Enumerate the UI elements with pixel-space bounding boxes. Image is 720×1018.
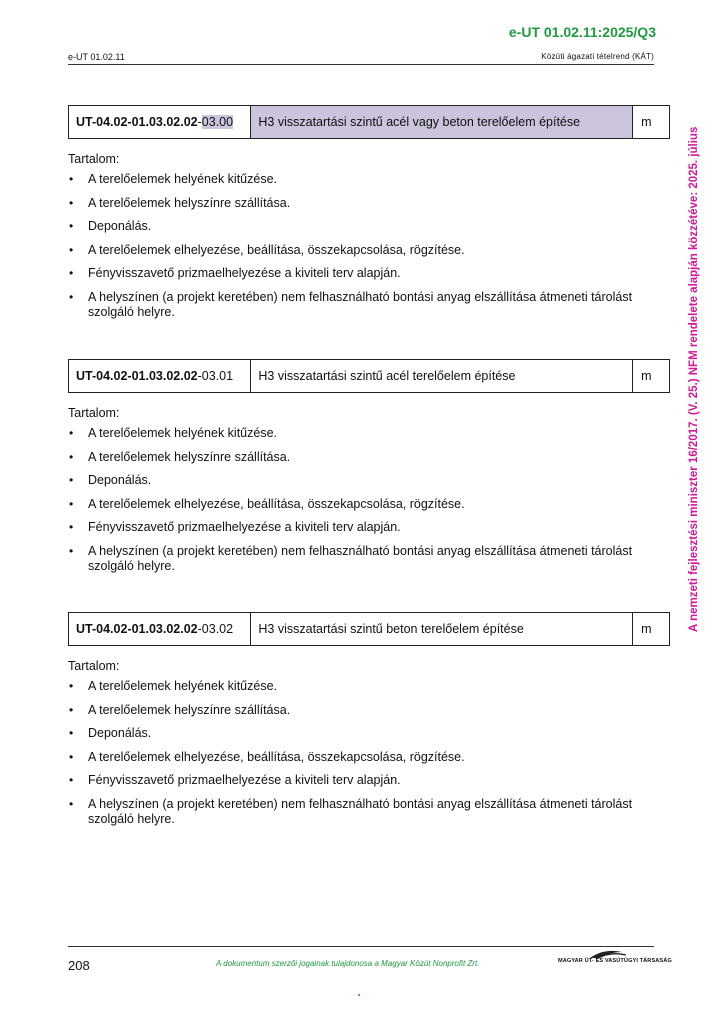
- item-code-suffix: 03.00: [201, 115, 234, 129]
- list-item-text: Fényvisszavető prizmaelhelyezése a kiviteli terv alapján.: [88, 266, 401, 280]
- bullet-icon: •: [69, 796, 74, 811]
- bullet-icon: •: [69, 773, 74, 787]
- list-item: [68, 290, 644, 320]
- item-code[interactable]: [69, 613, 251, 645]
- bullet-icon: •: [69, 726, 74, 740]
- list-item-text: A terelőelemek helyének kitűzése.: [88, 679, 277, 693]
- item-code-separator: -: [197, 622, 202, 636]
- list-item-text: A terelőelemek helyszínre szállítása.: [88, 449, 291, 464]
- list-item-text: Fényvisszavető prizmaelhelyezése a kiviteli terv alapján.: [88, 520, 401, 534]
- bullet-icon: •: [69, 426, 74, 440]
- content-label: Tartalom:: [68, 152, 120, 166]
- item-code[interactable]: [69, 106, 251, 138]
- logo-text: MAGYAR ÚT- ÉS VASÚTÜGYI TÁRSASÁG: [558, 958, 672, 964]
- bullet-icon: •: [69, 219, 74, 233]
- list-item: [68, 196, 644, 211]
- bullet-icon: •: [69, 195, 74, 210]
- list-item-text: A helyszínen (a projekt keretében) nem felhasználható bontási anyag elszállítása átmeneti tárolást szolgáló helyre.: [88, 289, 633, 319]
- list-item: [68, 243, 644, 258]
- document-code: e-UT 01.02.11:2025/Q3: [508, 24, 656, 40]
- list-item: [68, 520, 644, 535]
- content-list: [68, 679, 670, 827]
- list-item: [68, 450, 644, 465]
- item-code-separator: -: [197, 115, 202, 129]
- bullet-icon: •: [69, 473, 74, 487]
- bullet-icon: •: [69, 289, 74, 304]
- list-item-text: A terelőelemek elhelyezése, beállítása, összekapcsolása, rögzítése.: [88, 749, 465, 764]
- list-item: [68, 473, 644, 488]
- bullet-icon: •: [69, 543, 74, 558]
- list-item: [68, 797, 644, 827]
- bullet-icon: •: [69, 242, 74, 257]
- list-item-text: A terelőelemek elhelyezése, beállítása, összekapcsolása, rögzítése.: [88, 496, 465, 511]
- header-right-title: Közúti ágazati tételrend (KÁT): [541, 52, 654, 61]
- item-unit: m: [641, 115, 652, 129]
- item-code-main: UT-04.02-01.03.02.02: [76, 369, 198, 383]
- item-code[interactable]: [69, 360, 251, 392]
- list-item-text: A terelőelemek helyszínre szállítása.: [88, 195, 291, 210]
- list-item: [68, 773, 644, 788]
- stray-mark: [358, 994, 360, 996]
- footer-copyright: A dokumentum szerzői jogainak tulajdonosa a Magyar Közút Nonprofit Zrt.: [216, 959, 480, 968]
- item-block: [68, 612, 670, 835]
- item-description[interactable]: H3 visszatartási szintű beton terelőelem építése: [251, 613, 633, 645]
- bullet-icon: •: [69, 449, 74, 464]
- list-item-text: A terelőelemek helyszínre szállítása.: [88, 702, 291, 717]
- header-left-code: e-UT 01.02.11: [68, 52, 125, 62]
- side-note-text: A nemzeti fejlesztési miniszter 16/2017. (V. 25.) NFM rendelete alapján közzétéve: 2025. július: [688, 126, 700, 632]
- content-label: Tartalom:: [68, 406, 120, 420]
- item-table: [68, 612, 670, 646]
- list-item: [68, 426, 644, 441]
- content-list: [68, 426, 670, 574]
- item-code-main: UT-04.02-01.03.02.02: [76, 115, 198, 129]
- item-unit: m: [641, 369, 652, 383]
- item-code-main: UT-04.02-01.03.02.02: [76, 622, 198, 636]
- list-item: [68, 679, 644, 694]
- bullet-icon: •: [69, 496, 74, 511]
- list-item: [68, 266, 644, 281]
- page-number: 208: [68, 958, 90, 973]
- list-item-text: A terelőelemek elhelyezése, beállítása, összekapcsolása, rögzítése.: [88, 242, 465, 257]
- item-description[interactable]: H3 visszatartási szintű acél terelőelem építése: [251, 360, 633, 392]
- bullet-icon: •: [69, 520, 74, 534]
- bullet-icon: •: [69, 679, 74, 693]
- item-code-suffix: 03.02: [201, 622, 234, 636]
- list-item: [68, 750, 644, 765]
- list-item-text: A terelőelemek helyének kitűzése.: [88, 426, 277, 440]
- list-item-text: A terelőelemek helyének kitűzése.: [88, 172, 277, 186]
- list-item-text: Deponálás.: [88, 473, 152, 487]
- content-label: Tartalom:: [68, 659, 120, 673]
- bullet-icon: •: [69, 702, 74, 717]
- bullet-icon: •: [69, 266, 74, 280]
- list-item: [68, 703, 644, 718]
- bullet-icon: •: [69, 172, 74, 186]
- item-description[interactable]: H3 visszatartási szintű acél vagy beton terelőelem építése: [251, 106, 633, 138]
- item-unit: m: [641, 622, 652, 636]
- item-code-separator: -: [197, 369, 202, 383]
- list-item-text: A helyszínen (a projekt keretében) nem felhasználható bontási anyag elszállítása átmeneti tárolást szolgáló helyre.: [88, 543, 633, 573]
- list-item: [68, 497, 644, 512]
- list-item: [68, 172, 644, 187]
- list-item-text: Deponálás.: [88, 726, 152, 740]
- list-item-text: Deponálás.: [88, 219, 152, 233]
- header-divider: [68, 64, 654, 65]
- item-table: [68, 105, 670, 139]
- item-block: [68, 105, 670, 328]
- item-code-suffix: 03.01: [201, 369, 234, 383]
- list-item-text: Fényvisszavető prizmaelhelyezése a kiviteli terv alapján.: [88, 773, 401, 787]
- list-item-text: A helyszínen (a projekt keretében) nem felhasználható bontási anyag elszállítása átmeneti tárolást szolgáló helyre.: [88, 796, 633, 826]
- item-block: [68, 359, 670, 582]
- list-item: [68, 726, 644, 741]
- bullet-icon: •: [69, 749, 74, 764]
- list-item: [68, 219, 644, 234]
- content-list: [68, 172, 670, 320]
- item-table: [68, 359, 670, 393]
- list-item: [68, 544, 644, 574]
